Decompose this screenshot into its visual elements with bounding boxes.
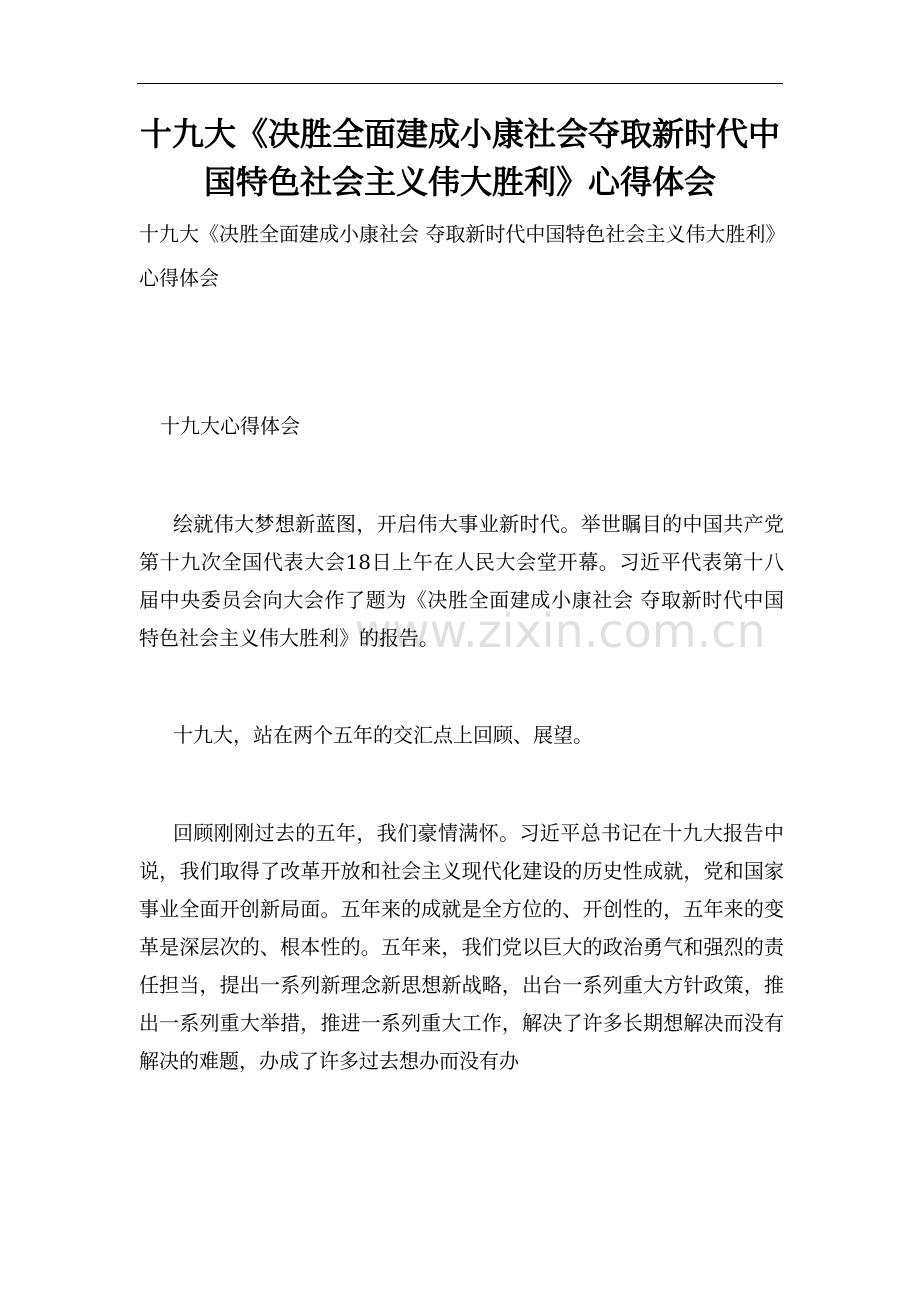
watermark: www.zixin.com.cn — [354, 604, 766, 658]
document-subtitle: 十九大《决胜全面建成小康社会 夺取新时代中国特色社会主义伟大胜利》心得体会 — [139, 222, 776, 290]
document-title: 十九大《决胜全面建成小康社会夺取新时代中国特色社会主义伟大胜利》心得体会 — [139, 115, 780, 201]
section-heading: 十九大心得体会 — [160, 414, 300, 438]
body-paragraph: 绘就伟大梦想新蓝图，开启伟大事业新时代。举世瞩目的中国共产党第十九次全国代表大会18日上午在人民大会堂开幕。习近平代表第十八届中央委员会向大会作了题为《决胜全面建成小康社会 夺取新时代中国特色社会主义伟大胜利》的报告。 — [139, 512, 784, 650]
body-paragraph: 十九大，站在两个五年的交汇点上回顾、展望。 — [173, 723, 593, 747]
header-rule — [137, 83, 783, 84]
body-paragraph: 回顾刚刚过去的五年，我们豪情满怀。习近平总书记在十九大报告中说，我们取得了改革开放和社会主义现代化建设的历史性成就，党和国家事业全面开创新局面。五年来的成就是全方位的、开创性的，五年来的变革是深层次的、根本性的。五年来，我们党以巨大的政治勇气和强烈的责任担当，提出一系列新理念新思想新战略，出台一系列重大方针政策，推出一系列重大举措，推进一系列重大工作，解决了许多长期想解决而没有解决的难题，办成了许多过去想办而没有办 — [139, 821, 784, 1073]
